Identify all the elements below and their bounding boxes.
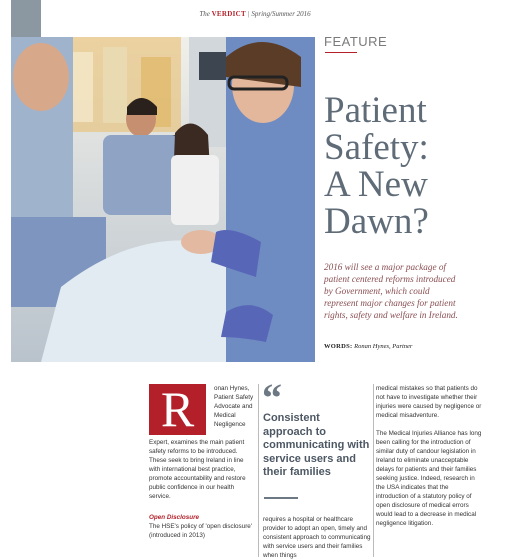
article-title	[324, 92, 504, 240]
hero-photo-illustration	[11, 37, 315, 362]
column-1-opening: onan Hynes, Patient Safety Advocate and Medical Negligence	[214, 385, 254, 428]
header-pre: The	[199, 10, 210, 18]
subheading-open-disclosure: Open Disclosure	[149, 514, 200, 521]
column-2-body: requires a hospital or healthcare provider to adopt an open, timely and consistent approach to communicating with service users and their families when things	[263, 516, 371, 559]
column-1-body	[149, 438, 255, 540]
quote-mark-icon: “	[262, 375, 282, 420]
page-header	[0, 10, 510, 18]
drop-cap: R	[149, 384, 206, 435]
title-line: Dawn?	[324, 201, 429, 242]
column-divider	[373, 384, 374, 557]
header-issue: | Spring/Summer 2016	[247, 10, 311, 18]
article-intro: 2016 will see a major package of patient centered reforms introduced by Government, which could represent major changes for patient rights, safety and welfare in Ireland.	[324, 262, 458, 320]
column-1-paragraph: The HSE's policy of 'open disclosure' (introduced in 2013)	[149, 523, 253, 539]
header-brand: VERDICT	[211, 10, 246, 18]
byline-label: WORDS:	[324, 343, 353, 350]
title-line: A New	[324, 164, 428, 205]
column-1-paragraph: Expert, examines the main patient safety reforms to be introduced. These seek to bring Ireland in line with international best practice, promote accountability and restore public confidence in our health service.	[149, 439, 246, 500]
column-3-body	[376, 384, 482, 537]
column-3-paragraph: medical mistakes so that patients do not have to investigate whether their injuries were caused by negligence or medical misadventure.	[376, 385, 482, 419]
column-divider	[258, 384, 259, 557]
title-line: Safety:	[324, 127, 429, 168]
hero-photo	[11, 37, 315, 362]
byline	[324, 343, 412, 350]
column-3-paragraph: The Medical Injuries Alliance has long been calling for the introduction of similar duty of candour legislation in Ireland to eliminate unacceptable delays for patients and their families seeking justice. Indeed, research in the USA indicates that the introduction of a statutory policy of open disclosure of medical errors would lead to a decrease in medical negligence litigation.	[376, 430, 482, 527]
feature-rule	[325, 52, 357, 53]
byline-name: Ronan Hynes, Partner	[354, 343, 413, 350]
pull-quote: Consistent approach to communicating with service users and their families	[263, 412, 370, 478]
title-line: Patient	[324, 90, 427, 131]
feature-label: FEATURE	[324, 34, 388, 49]
pull-quote-rule	[264, 497, 298, 499]
